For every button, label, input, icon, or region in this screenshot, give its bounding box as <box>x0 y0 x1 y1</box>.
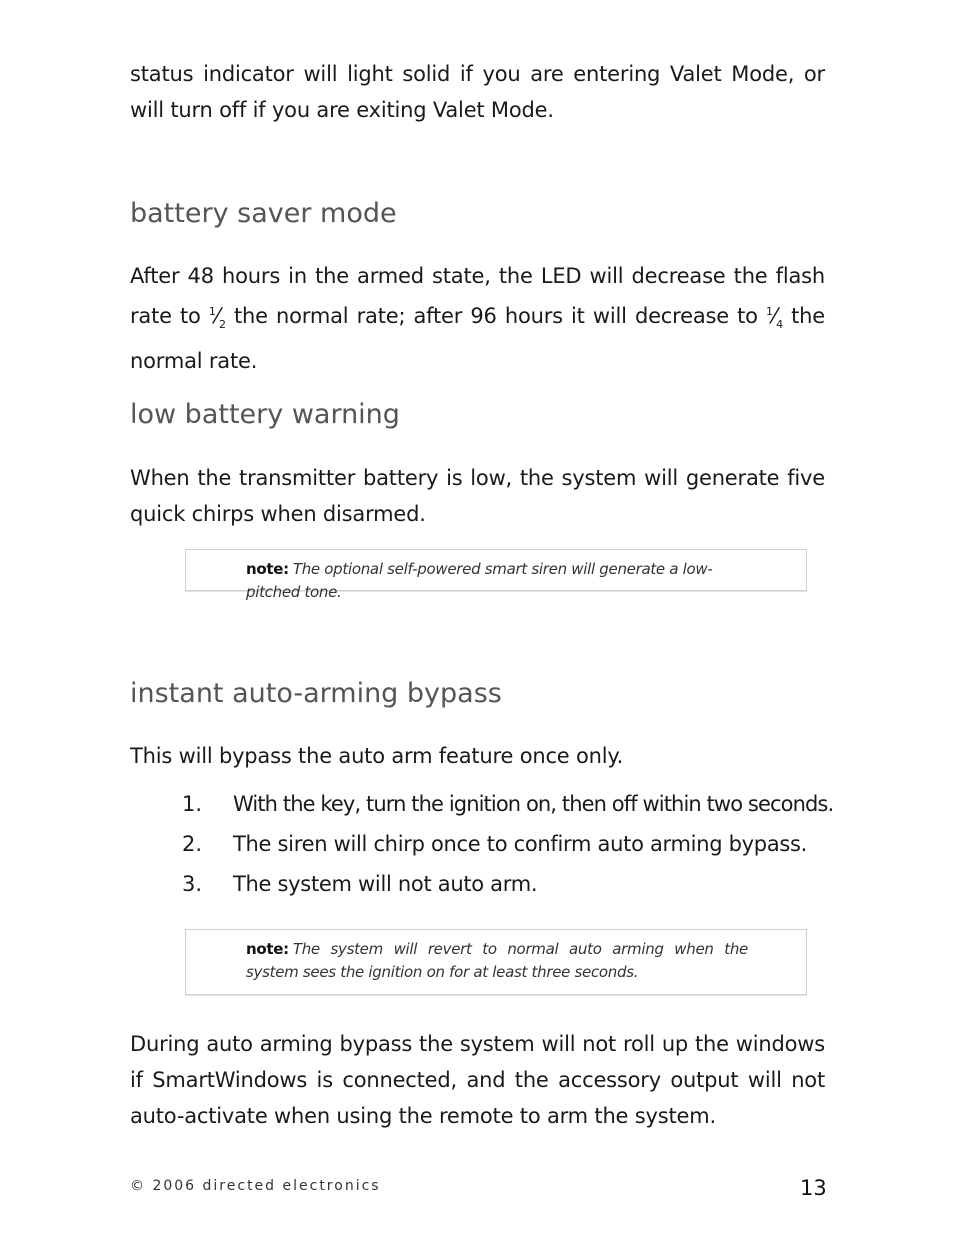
list-number: 3. <box>182 872 203 896</box>
list-text: The siren will chirp once to confirm auto arming bypass. <box>233 832 808 856</box>
auto-arm-bypass-intro: This will bypass the auto arm feature once only. <box>130 744 624 768</box>
note-box-auto-arm <box>185 929 807 995</box>
note-box-low-battery <box>185 549 807 601</box>
battery-saver-text-before: After 48 hours in the armed state, the LED will decrease the flash rate to <box>130 264 825 328</box>
list-number: 2. <box>182 832 203 856</box>
list-text: The system will not auto arm. <box>233 872 538 896</box>
battery-saver-paragraph <box>130 258 825 379</box>
section-heading-low-battery: low battery warning <box>130 399 400 430</box>
fraction-quarter: $^1⁄_4$ <box>766 304 783 332</box>
battery-saver-text-after: the normal rate. <box>130 304 825 374</box>
page-number: 13 <box>800 1176 827 1200</box>
intro-paragraph: status indicator will light solid if you are entering Valet Mode, or will turn off if you are exiting Valet Mode. <box>130 62 825 122</box>
auto-arm-bypass-closing: During auto arming bypass the system will not roll up the windows if SmartWindows is connected, and the accessory output will not auto-activate when using the remote to arm the system. <box>130 1032 825 1128</box>
battery-saver-text-middle: the normal rate; after 96 hours it will decrease to <box>234 304 758 328</box>
fraction-half: $^1⁄_2$ <box>208 304 226 332</box>
section-heading-auto-arm-bypass: instant auto-arming bypass <box>130 678 502 709</box>
footer-copyright: © 2006 directed electronics <box>130 1178 381 1194</box>
list-number: 1. <box>182 792 203 816</box>
note-label: note: <box>246 560 289 578</box>
section-heading-battery-saver: battery saver mode <box>130 198 397 229</box>
note-label: note: <box>246 940 289 958</box>
low-battery-paragraph: When the transmitter battery is low, the system will generate five quick chirps when disarmed. <box>130 466 825 526</box>
note-text: The optional self-powered smart siren will generate a low-pitched tone. <box>246 560 713 601</box>
note-text: The system will revert to normal auto arming when the system sees the ignition on for at least three seconds. <box>246 940 748 981</box>
list-text: With the key, turn the ignition on, then off within two seconds. <box>233 792 834 816</box>
